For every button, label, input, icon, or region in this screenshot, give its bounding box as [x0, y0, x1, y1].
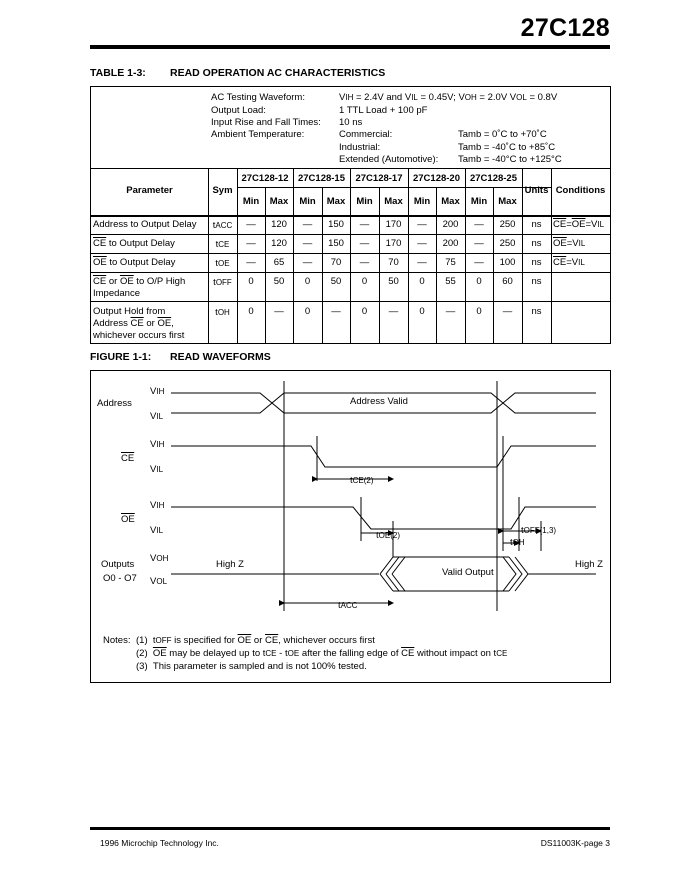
output-transition-right: [503, 557, 528, 591]
table-cell: 70: [330, 257, 342, 268]
table-cell: —: [246, 219, 256, 230]
row-4-parameter-line2: Address $\overline{CE}$ or $\overline{OE}$,: [93, 318, 174, 329]
col-header-max: Max: [498, 196, 517, 207]
row-units: ns: [531, 219, 542, 230]
table-cell: 150: [328, 219, 344, 230]
col-header-min: Min: [413, 196, 431, 207]
level-vil-ce: VIL: [150, 464, 164, 475]
row-0-parameter: Address to Output Delay: [93, 219, 197, 230]
table-cell: 0: [304, 306, 311, 317]
ac-characteristics-table: [90, 86, 611, 344]
figure-caption-number: FIGURE 1-1:: [90, 351, 152, 363]
figure-caption-title: READ WAVEFORMS: [170, 351, 271, 363]
signal-label-ce: $\overline{CE}$: [121, 453, 135, 464]
row-0-sym: tACC: [212, 220, 233, 231]
col-header-parameter: Parameter: [126, 185, 173, 196]
level-vil-address: VIL: [150, 411, 164, 422]
timing-label-toh: tOH: [510, 537, 525, 548]
col-header-speed-12: 27C128-12: [241, 173, 289, 184]
table-cell: 170: [385, 219, 402, 230]
table-cell: 0: [476, 276, 482, 287]
col-header-units: Units: [524, 185, 549, 196]
row-units: ns: [531, 276, 542, 287]
table-cell: —: [474, 257, 484, 268]
table-cell: —: [359, 219, 370, 230]
row-units: ns: [531, 238, 542, 249]
ce-trace: [171, 446, 596, 467]
row-2-parameter: $\overline{OE}$ to Output Delay: [93, 257, 176, 268]
row-3-sym: tOFF: [213, 277, 232, 288]
row-4-sym: tOH: [215, 307, 230, 318]
level-vil-oe: VIL: [150, 525, 164, 536]
table-cell: —: [417, 238, 427, 249]
level-vol-outputs: VOL: [150, 576, 168, 587]
cond-testing-label: AC Testing Waveform:: [211, 92, 305, 103]
cond-temp-industrial: Industrial:: [339, 142, 381, 153]
table-cell: —: [246, 257, 256, 268]
footer-page-number: DS11003K-page 3: [540, 838, 610, 848]
col-header-min: Min: [356, 196, 373, 207]
cond-load-label: Output Load:: [211, 105, 266, 116]
row-1-sym: tCE: [215, 239, 230, 250]
col-header-max: Max: [384, 196, 403, 207]
read-waveforms-figure: [90, 370, 611, 683]
table-cell: 75: [445, 257, 456, 268]
col-header-speed-15: 27C128-15: [297, 173, 345, 184]
row-3-parameter: $\overline{CE}$ or $\overline{OE}$ to O/P High: [93, 276, 186, 287]
row-2-sym: tOE: [215, 258, 230, 269]
table-caption-title: READ OPERATION AC CHARACTERISTICS: [170, 67, 386, 79]
level-voh-outputs: VOH: [150, 553, 169, 564]
note-1: (1) tOFF is specified for $\overline{OE}$ or $\overline{CE}$, whichever occurs first: [136, 635, 375, 646]
row-0-conditions: $\overline{CE}=\overline{OE}=VIL$: [553, 219, 605, 230]
table-cell: —: [388, 306, 399, 317]
cond-temp-label: Ambient Temperature:: [211, 129, 305, 140]
col-header-min: Min: [299, 196, 316, 207]
timing-label-toe: tOE(2): [376, 530, 400, 541]
table-cell: —: [302, 219, 313, 230]
cond-load-value: 1 TTL Load + 100 pF: [339, 105, 428, 116]
table-cell: —: [359, 238, 370, 249]
document-title: 27C128: [520, 14, 610, 42]
level-vih-oe: VIH: [150, 500, 165, 511]
high-z-left-label: High Z: [216, 559, 244, 570]
signal-label-outputs-range: O0 - O7: [103, 573, 137, 584]
col-header-max: Max: [269, 196, 289, 207]
row-1-conditions: $\overline{OE}=VIL$: [553, 238, 586, 249]
signal-label-outputs: Outputs: [101, 559, 135, 570]
col-header-sym: Sym: [212, 185, 233, 196]
col-header-speed-17: 27C128-17: [355, 173, 403, 184]
table-cell: —: [274, 306, 284, 317]
signal-label-address: Address: [97, 398, 132, 409]
table-cell: 200: [442, 219, 459, 230]
notes-label: Notes:: [103, 635, 131, 646]
table-cell: 55: [445, 276, 456, 287]
table-cell: 50: [330, 276, 342, 287]
table-cell: —: [474, 238, 484, 249]
table-cell: —: [359, 257, 370, 268]
table-cell: —: [302, 238, 313, 249]
table-cell: 50: [388, 276, 399, 287]
table-cell: 0: [304, 276, 311, 287]
table-caption: [90, 67, 386, 79]
address-valid-label: Address Valid: [350, 396, 408, 407]
table-cell: 70: [388, 257, 399, 268]
header-rule: [90, 45, 610, 49]
signal-label-oe: $\overline{OE}$: [121, 514, 135, 525]
table-cell: —: [302, 257, 313, 268]
table-cell: 65: [273, 257, 285, 268]
cond-testing-value: VIH = 2.4V and VIL = 0.45V; VOH = 2.0V VOL = 0.8V: [339, 92, 558, 103]
col-header-max: Max: [326, 196, 346, 207]
valid-output-label: Valid Output: [442, 567, 494, 578]
table-caption-number: TABLE 1-3:: [90, 67, 146, 79]
table-cell: —: [417, 219, 427, 230]
table-cell: —: [417, 257, 427, 268]
table-cell: 120: [271, 219, 287, 230]
high-z-right-label: High Z: [575, 559, 603, 570]
table-cell: —: [331, 306, 341, 317]
table-cell: 250: [499, 238, 516, 249]
col-header-min: Min: [470, 196, 488, 207]
table-cell: 170: [385, 238, 402, 249]
col-header-min: Min: [242, 196, 260, 207]
cond-rise-label: Input Rise and Fall Times:: [211, 117, 321, 128]
table-cell: 0: [248, 276, 254, 287]
cond-temp-industrial-range: Tamb = -40˚C to +85˚C: [458, 142, 556, 153]
row-2-conditions: $\overline{CE}=VIL$: [553, 257, 585, 268]
table-cell: 0: [361, 306, 368, 317]
col-header-conditions: Conditions: [555, 185, 606, 196]
table-cell: 50: [273, 276, 285, 287]
cond-temp-commercial-range: Tamb = 0˚C to +70˚C: [458, 129, 547, 140]
cond-temp-commercial: Commercial:: [339, 129, 393, 140]
footer-copyright: 1996 Microchip Technology Inc.: [100, 838, 219, 848]
output-transition-left: [380, 557, 405, 591]
row-4-parameter: Output Hold from: [93, 306, 166, 317]
table-cell: —: [474, 219, 484, 230]
col-header-speed-25: 27C128-25: [469, 173, 517, 184]
row-4-parameter-line3: whichever occurs first: [93, 330, 185, 341]
col-header-speed-20: 27C128-20: [412, 173, 460, 184]
row-units: ns: [531, 306, 542, 317]
table-cell: 200: [442, 238, 459, 249]
col-header-max: Max: [441, 196, 460, 207]
level-vih-address: VIH: [150, 386, 165, 397]
cond-rise-value: 10 ns: [339, 117, 363, 128]
footer-rule: [90, 827, 610, 830]
table-cell: 0: [419, 306, 425, 317]
note-2: (2) $\overline{OE}$ may be delayed up to tCE - tOE after the falling edge of $\overline{CE}$ without impact on tCE: [136, 648, 508, 659]
table-cell: 250: [499, 219, 516, 230]
timing-label-tacc: tACC: [338, 600, 358, 611]
figure-caption: [90, 351, 271, 363]
table-cell: 0: [361, 276, 368, 287]
table-cell: 150: [328, 238, 344, 249]
timing-label-toff: tOFF(1,3): [521, 525, 557, 536]
table-cell: 60: [502, 276, 513, 287]
table-cell: 0: [476, 306, 482, 317]
row-3-parameter-line2: Impedance: [93, 288, 141, 299]
cond-temp-extended-range: Tamb = -40°C to +125°C: [458, 154, 562, 165]
note-3: (3) This parameter is sampled and is not 100% tested.: [136, 661, 367, 672]
table-cell: 120: [271, 238, 287, 249]
table-cell: —: [445, 306, 456, 317]
table-cell: 0: [419, 276, 425, 287]
table-cell: —: [502, 306, 513, 317]
level-vih-ce: VIH: [150, 439, 165, 450]
cond-temp-extended: Extended (Automotive):: [339, 154, 439, 165]
row-1-parameter: $\overline{CE}$ to Output Delay: [93, 238, 175, 249]
row-units: ns: [531, 257, 542, 268]
table-cell: 100: [499, 257, 516, 268]
table-cell: —: [246, 238, 256, 249]
table-cell: 0: [248, 306, 254, 317]
timing-label-tce: tCE(2): [350, 475, 374, 486]
